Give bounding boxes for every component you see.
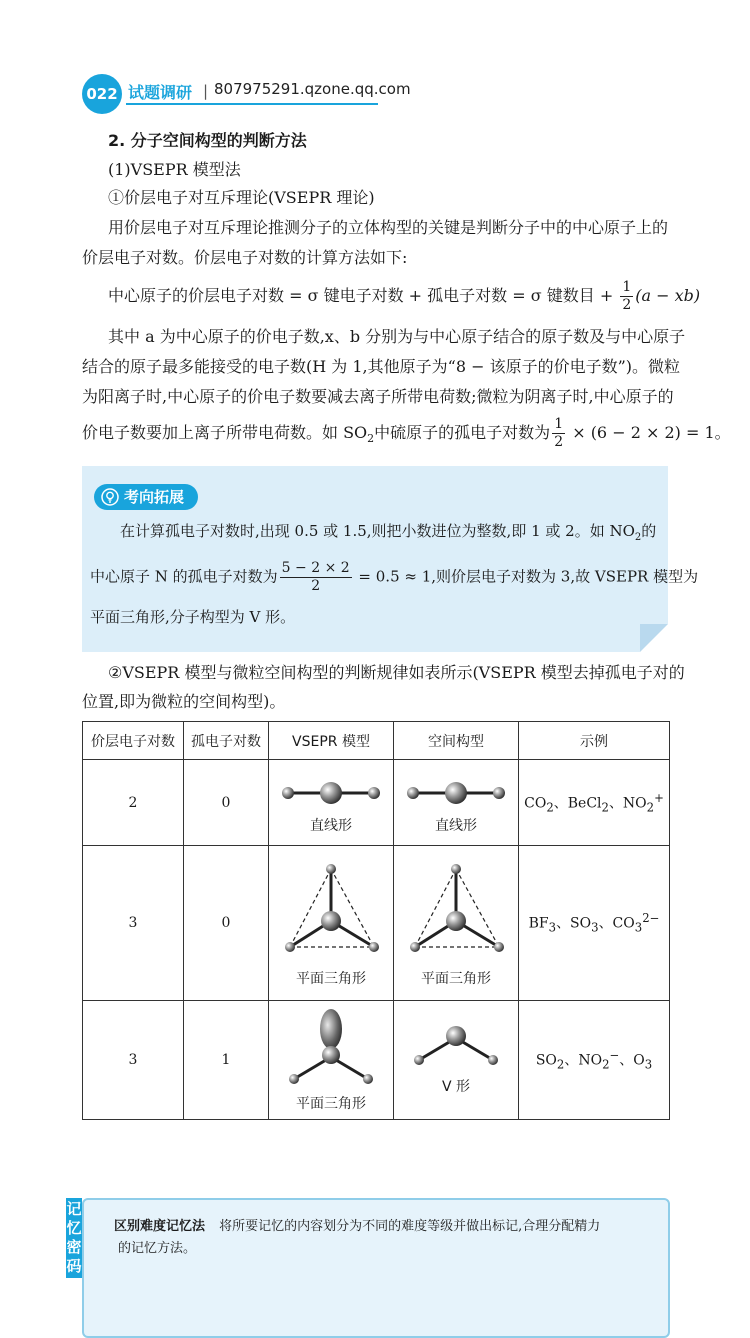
example-cell: $CO_2$、BeCl$_2$、$NO_2^+$	[519, 760, 670, 846]
page-number: 022	[82, 74, 122, 114]
paragraph-line: 结合的原子最多能接受的电子数(H 为 1,其他原子为“8 − 该原子的价电子数”)。微粒	[82, 357, 680, 376]
vsepr-model-cell	[269, 1001, 394, 1120]
trigonal-planar-shape-diagram	[401, 859, 511, 964]
vsepr-model-cell	[269, 760, 394, 846]
callout-line: 中心原子 N 的孤电子对数为 $\frac{5 - 2 \times 2}{2}$ = 0.5 ≈ 1,则价层电子对数为 3,故 VSEPR 模型为	[90, 560, 699, 594]
table-row	[83, 846, 670, 1001]
shape-caption: V 形	[441, 1079, 471, 1095]
callout-line: 平面三角形,分子构型为 V 形。	[90, 608, 296, 626]
lightbulb-icon	[101, 488, 119, 506]
memory-title: 区别难度记忆法	[114, 1219, 206, 1234]
method-title: (1)VSEPR 模型法	[108, 160, 241, 179]
column-header: VSEPR 模型	[269, 722, 394, 760]
header-underline	[126, 103, 378, 105]
shape-cell	[394, 846, 519, 1001]
header-separator: |	[203, 82, 209, 100]
paragraph-line: 其中 a 为中心原子的价电子数,x、b 分别为与中心原子结合的原子数及与中心原子	[108, 327, 686, 346]
column-header: 示例	[519, 722, 670, 760]
shape-cell	[394, 760, 519, 846]
fraction: $\frac{1}{2}$	[554, 416, 564, 450]
example-cell: $SO_2$、$NO_2^-$、$O_3$	[519, 1001, 670, 1120]
model-caption: 平面三角形	[296, 970, 366, 987]
formula-left: 中心原子的价层电子对数 = σ 键电子对数 + 孤电子对数 = σ 键数目 +	[108, 286, 619, 305]
shape-caption: 直线形	[435, 817, 477, 834]
paragraph-line: 为阳离子时,中心原子的价电子数要减去离子所带电荷数;微粒为阴离子时,中心原子的	[82, 387, 674, 406]
pairs-cell: 3	[83, 1001, 184, 1120]
section-heading: 2. 分子空间构型的判断方法	[108, 131, 307, 150]
model-caption: 直线形	[310, 817, 352, 834]
v-shape-diagram	[401, 1024, 511, 1072]
table-header-row	[83, 722, 670, 760]
paragraph-line: 价电子数要加上离子所带电荷数。如 $SO_2$中硫原子的孤电子对数为 $\frac{1}{2}$ × (6 − 2 × 2) = 1。	[82, 416, 731, 450]
memory-tab-label: 记忆密码	[66, 1200, 82, 1275]
lone-pairs-cell: 1	[184, 1001, 269, 1120]
linear-model-diagram	[276, 771, 386, 811]
example-cell: $BF_3$、$SO_3$、$CO_3^{2-}$	[519, 846, 670, 1001]
formula-right: (a − xb)	[635, 286, 701, 305]
memory-line: 的记忆方法。	[118, 1241, 197, 1256]
page-fold	[640, 624, 668, 652]
column-header: 空间构型	[394, 722, 519, 760]
column-header: 孤电子对数	[184, 722, 269, 760]
header-url: 807975291.qzone.qq.com	[214, 80, 411, 98]
paragraph-line: 用价层电子对互斥理论推测分子的立体构型的关键是判断分子中的中心原子上的	[108, 218, 669, 237]
page-header	[82, 74, 411, 114]
memory-text: 将所要记忆的内容划分为不同的难度等级并做出标记,合理分配精力	[219, 1219, 601, 1234]
shape-cell	[394, 1001, 519, 1120]
lone-pairs-cell: 0	[184, 760, 269, 846]
lone-pairs-cell: 0	[184, 846, 269, 1001]
trigonal-planar-lone-pair-diagram	[276, 1007, 386, 1089]
shape-caption: 平面三角形	[421, 970, 491, 987]
pairs-cell: 2	[83, 760, 184, 846]
model-caption: 平面三角形	[296, 1096, 366, 1112]
trigonal-planar-model-diagram	[276, 859, 386, 964]
header-title: 试题调研	[128, 83, 193, 102]
fraction: $\frac{5 - 2 \times 2}{2}$	[281, 560, 350, 594]
memory-tab	[66, 1198, 82, 1278]
paragraph-line: 位置,即为微粒的空间构型)。	[82, 692, 286, 711]
memory-box	[82, 1198, 670, 1338]
formula-fraction: $\frac{1}{2}$	[622, 279, 632, 313]
pairs-cell: 3	[83, 846, 184, 1001]
callout-tag	[94, 484, 198, 510]
memory-line	[114, 1216, 600, 1238]
table-row	[83, 1001, 670, 1120]
callout-tag-label: 考向拓展	[124, 488, 185, 506]
sub-heading: ①价层电子对互斥理论(VSEPR 理论)	[108, 188, 375, 207]
vsepr-model-cell	[269, 846, 394, 1001]
column-header: 价层电子对数	[83, 722, 184, 760]
linear-shape-diagram	[401, 771, 511, 811]
vsepr-table	[82, 721, 670, 1120]
formula	[108, 279, 701, 314]
callout-line: 在计算孤电子对数时,出现 0.5 或 1.5,则把小数进位为整数,即 1 或 2。如 $NO_2$的	[120, 522, 657, 543]
table-row	[83, 760, 670, 846]
paragraph-line: ②VSEPR 模型与微粒空间构型的判断规律如表所示(VSEPR 模型去掉孤电子对的	[108, 663, 685, 682]
extension-callout	[82, 466, 699, 652]
paragraph-line: 价层电子对数。价层电子对数的计算方法如下:	[82, 248, 408, 267]
